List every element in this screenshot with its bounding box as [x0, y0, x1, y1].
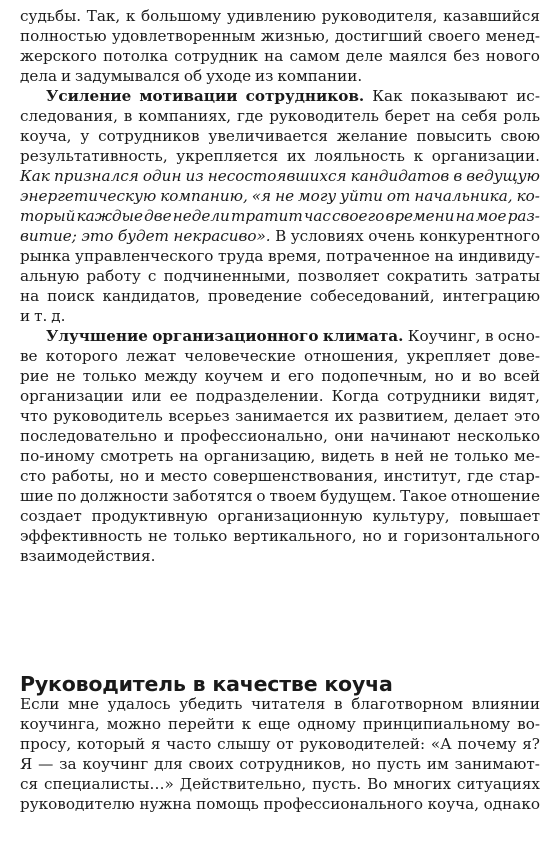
text-line: дела и задумывался об уходе из компании.: [20, 67, 363, 85]
text-line: эффективность не только вертикального, но и горизонтального: [20, 527, 540, 545]
text-line: коучинга, можно перейти к еще одному принципиальному во-: [20, 715, 540, 733]
text-line: взаимодействия.: [20, 547, 156, 565]
text-line: Если мне удалось убедить читателя в благотворном влиянии: [20, 695, 540, 713]
italic-quote-line: торый каждые две недели тратит час своего времени на мое раз-: [20, 207, 540, 225]
text-line: ся специалисты…» Действительно, пусть. Во многих ситуациях: [20, 775, 540, 793]
text-line: просу, который я часто слышу от руководителей: «А почему я?: [20, 735, 540, 753]
text-line: витие; это будет некрасиво». В условиях очень конкурентного: [20, 227, 540, 245]
paragraph-first-line: Усиление мотивации сотрудников. Как показывают ис-: [46, 87, 540, 105]
text-line: следования, в компаниях, где руководитель берет на себя роль: [20, 107, 540, 125]
text-line: руководителю нужна помощь профессионального коуча, однако: [20, 795, 540, 813]
text-line: и т. д.: [20, 307, 66, 325]
text-line: коуча, у сотрудников увеличивается желание повысить свою: [20, 127, 540, 145]
text-line: ве которого лежат человеческие отношения, укрепляет дове-: [20, 347, 540, 365]
text-line: создает продуктивную организационную культуру, повышает: [20, 507, 540, 525]
text-line: шие по должности заботятся о твоем будущем. Такое отношение: [20, 487, 540, 505]
text-line: полностью удовлетворенным жизнью, достигший своего менед-: [20, 27, 540, 45]
section-heading: Руководитель в качестве коуча: [20, 672, 393, 696]
text-line: альную работу с подчиненными, позволяет сократить затраты: [20, 267, 540, 285]
text-line: рие не только между коучем и его подопечным, но и во всей: [20, 367, 540, 385]
italic-quote-line: Как признался один из несостоявшихся кандидатов в ведущую: [20, 167, 540, 185]
text-line: что руководитель всерьез занимается их развитием, делает это: [20, 407, 540, 425]
text-line: Я — за коучинг для своих сотрудников, но пусть им занимают-: [20, 755, 540, 773]
text-line: по-иному смотреть на организацию, видеть в ней не только ме-: [20, 447, 540, 465]
text-line: жерского потолка сотрудник на самом деле маялся без нового: [20, 47, 540, 65]
text-line: сто работы, но и место совершенствования, институт, где стар-: [20, 467, 540, 485]
text-line: судьбы. Так, к большому удивлению руководителя, казавшийся: [20, 7, 540, 25]
text-line: результативность, укрепляется их лояльность к организации.: [20, 147, 540, 165]
text-line: организации или ее подразделении. Когда сотрудники видят,: [20, 387, 540, 405]
paragraph-first-line: Улучшение организационного климата. Коучинг, в осно-: [46, 327, 540, 345]
text-line: рынка управленческого труда время, потраченное на индивиду-: [20, 247, 540, 265]
italic-quote-line: энергетическую компанию, «я не могу уйти от начальника, ко-: [20, 187, 540, 205]
text-line: на поиск кандидатов, проведение собеседований, интеграцию: [20, 287, 540, 305]
text-line: последовательно и профессионально, они начинают несколько: [20, 427, 540, 445]
